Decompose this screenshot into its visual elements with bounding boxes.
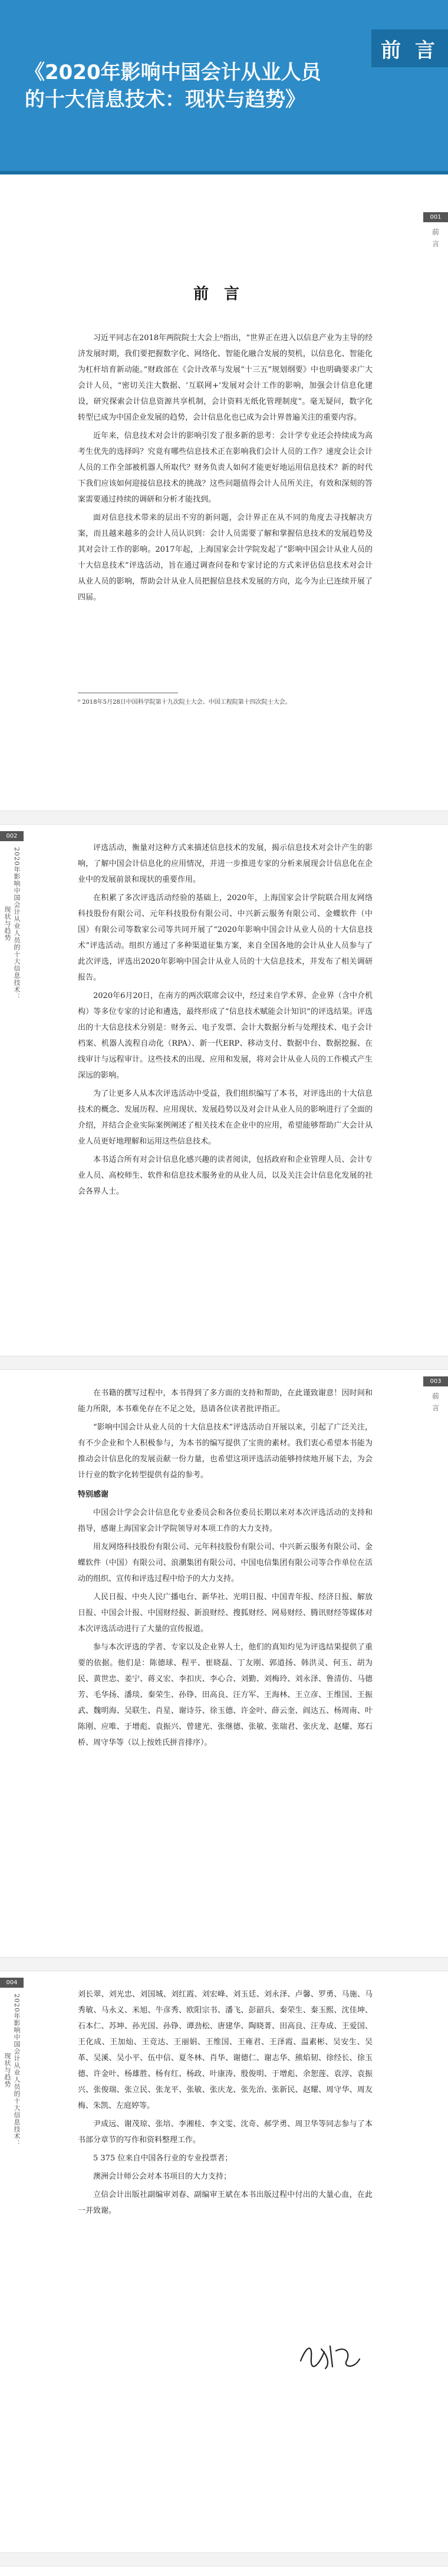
paragraph: 在书籍的撰写过程中，本书得到了多方面的支持和帮助，在此谨致谢意！因时间和能力所限，本书难免存在不足之处，恳请各位读者批评指正。 — [78, 1389, 373, 1414]
preface-body-1 — [78, 330, 373, 608]
page-section-label: 前言 — [431, 228, 440, 252]
page-section-label: 2020年影响中国会计从业人员的十大信息技术：现状与趋势 — [4, 1994, 21, 2147]
page-section-label: 2020年影响中国会计从业人员的十大信息技术：现状与趋势 — [4, 847, 21, 1000]
page-tab-002 — [0, 831, 24, 1000]
page-number: 003 — [423, 1376, 448, 1386]
page-section-label: 前言 — [431, 1392, 440, 1416]
footnote: ⁰ 2018年5月28日中国科学院第十九次院士大会、中国工程院第十四次院士大会。 — [78, 699, 291, 706]
page-tab-001 — [423, 212, 448, 252]
paragraph: 刘长翠、刘光忠、刘国城、刘红霞、刘宏峰、刘玉廷、刘永泽、卢馨、罗勇、马施、马秀敏、马永义、米旭、牛彦秀、欧阳宗书、潘飞、彭韶兵、秦荣生、秦玉熙、沈佳坤、石本仁、苏坤、孙光国、孙铮、谭劲松、唐建华、陶晓菁、田高良、汪寿成、王爱国、王化成、王加灿、王竞达、王丽娟、王维国、王雍君、王泽霞、温素彬、吴安生、吴革、吴溪、吴小平、伍中信、夏冬林、肖华、谢德仁、谢志华、熊焰韧、徐经长、徐玉德、许金叶、杨雄胜、杨有红、杨政、叶康涛、殷俊明、于增彪、余恕莲、袁淳、袁振兴、张俊瑞、张立民、张龙平、张敏、张庆龙、张先治、张新民、赵耀、周守华、周友梅、朱凯、左庭婷等。 — [78, 1990, 373, 2110]
header-rule — [0, 171, 448, 174]
paragraph: 中国会计学会会计信息化专业委员会和各位委员长期以来对本次评选活动的支持和指导，感谢上海国家会计学院领导对本项工作的大力支持。 — [78, 1508, 373, 1533]
page-title: 前言 — [193, 285, 255, 303]
preface-body-2 — [78, 840, 373, 1202]
book-title: 《2020年影响中国会计从业人员的十大信息技术：现状与趋势》 — [25, 61, 321, 111]
page-separator — [0, 1957, 448, 1971]
paragraph: 尹成远、谢茂琼、张培、李湘桂、李文雯、沈奇、郝学勇、周卫华等同志参与了本书部分章节的写作和资料整理工作。 — [78, 2120, 373, 2145]
paragraph: 习近平同志在2018年两院院士大会上⁰指出，“世界正在进入以信息产业为主导的经济发展时期，我们要把握数字化、网络化、智能化融合发展的契机，以信息化、智能化为杠杆培育新动能。”财政部在《会计改革与发展“十三五”规划纲要》中也明确要求广大会计人员，“密切关注大数据、‘互联网+’发展对会计工作的影响，加强会计信息化建设，研究探索会计信息资源共享机制，会计资料无纸化管理制度”。毫无疑问，数字化转型已成为中国企业发展的趋势，会计信息化也已成为会计界普遍关注的重要内容。 — [78, 334, 373, 422]
paragraph: 2020年6月20日，在南方的两次联席会议中，经过来自学术界、企业界（含中介机构）等多位专家的讨论和遴选，最终形成了“信息技术赋能会计知识”的评选结果。评选出的十大信息技术分别是：财务云、电子发票、会计大数据分析与处理技术、电子会计档案、机器人流程自动化（RPA）、新一代ERP、移动支付、数据中台、数据挖掘、在线审计与远程审计。这些技术的出现、应用和发展，将对会计从业人员的工作模式产生深远的影响。 — [78, 991, 373, 1080]
cover-header — [0, 0, 448, 171]
page-tab-004 — [0, 1978, 24, 2147]
paragraph: 为了让更多人从本次评选活动中受益，我们组织编写了本书，对评选出的十大信息技术的概念、发展历程、应用现状、发展趋势以及对会计从业人员的影响进行了全面的介绍，并结合企业实际案例阐述了相关技术在企业中的应用，希望能够帮助广大会计从业人员更好地理解和运用这些信息技术。 — [78, 1089, 373, 1146]
page-number: 001 — [423, 212, 448, 222]
paragraph: 评选活动，衡量对这种方式来描述信息技术的发展，揭示信息技术对会计产生的影响，了解中国会计信息化的应用情况，并进一步推进专家的分析来展现会计信息化在企业中的发展前景和现状的重要作用。 — [78, 844, 373, 884]
paragraph: 在积累了多次评选活动经验的基础上，2020年，上海国家会计学院联合用友网络科技股份有限公司、元年科技股份有限公司、中兴新云服务有限公司、金蝶软件（中国）有限公司等数家公司等共同开展了“2020年影响中国会计从业人员的十大信息技术”评选活动。组织方通过了多种渠道征集方案，来自全国各地的会计从业人员参与了此次评选，评选出2020年影响中国会计从业人员的十大信息技术，并发布了相关调研报告。 — [78, 894, 373, 982]
paragraph: 用友网络科技股份有限公司、元年科技股份有限公司、中兴新云服务有限公司、金蝶软件（中国）有限公司、浪潮集团有限公司、中国电信集团有限公司等合作单位在活动的组织、宣传和评选过程中给予的大力支持。 — [78, 1543, 373, 1583]
paragraph: 人民日报、中央人民广播电台、新华社、光明日报、中国青年报、经济日报、解放日报、中国会计报、中国财经报、新浪财经、搜狐财经、网易财经、腾讯财经等媒体对本次评选活动进行了大量的宣传报道。 — [78, 1593, 373, 1633]
page-number: 004 — [0, 1978, 24, 1988]
paragraph: 近年来，信息技术对会计的影响引发了很多新的思考：会计学专业还会持续成为高考生优先的选择吗？究竟有哪些信息技术正在影响我们会计人员的工作？速度会让会计人员的工作全部被机器人所取代？财务负责人如何才能更好地运用信息技术？新的时代下我们应该如何迎接信息技术的挑战？这些问题值得会计人员所关注，有效和深刻的答案需要通过持续的调研和分析才能找到。 — [78, 431, 373, 504]
page-separator — [0, 1356, 448, 1370]
author-signature — [295, 2334, 365, 2376]
preface-body-3 — [78, 1385, 373, 1753]
paragraph: 5 375 位来自中国各行业的专业投票者； — [93, 2154, 233, 2163]
paragraph: “影响中国会计从业人员的十大信息技术”评选活动自开展以来，引起了广泛关注，有不少企业和个人积极参与，为本书的编写提供了宝贵的素材。我们衷心希望本书能为推动会计信息化的发展贡献一份力量，也希望这项评选活动能够持续地开展下去，为会计行业的数字化转型提供有益的参考。 — [78, 1423, 373, 1480]
preface-body-4 — [78, 1987, 373, 2221]
thanks-heading: 特别感谢 — [78, 1490, 109, 1499]
paragraph: 立信会计出版社副编审刘春、副编审王斌在本书出版过程中付出的大量心血，在此一并致谢。 — [78, 2190, 373, 2215]
paragraph: 面对信息技术带来的层出不穷的新问题，会计界正在从不同的角度去寻找解决方案，而且越来越多的会计人员认识到：会计人员需要了解和掌握信息技术的发展趋势及其对会计工作的影响。2017年起，上海国家会计学院发起了“影响中国会计从业人员的十大信息技术”评选活动，旨在通过调查问卷和专家讨论的方式来评估信息技术对会计从业人员的影响，帮助会计从业人员把握信息技术发展的方向，迄今为止已连续开展了四届。 — [78, 513, 373, 602]
page-separator — [0, 811, 448, 825]
page-tab-003 — [423, 1376, 448, 1416]
paragraph: 参与本次评选的学者、专家以及企业界人士，他们的真知灼见为评选结果提供了重要的依据。他们是：陈德球、程平、崔晓磊、丁友刚、郭道扬、韩洪灵、何玉、胡为民、黄世忠、姜宁、蒋义宏、李扣庆、李心合、刘勤、刘梅玲、刘永泽、鲁清仿、马德芳、毛华扬、潘琰、秦荣生、孙铮、田高良、汪方军、王海林、王立彦、王维国、王振武、魏明海、吴联生、肖星、谢诗芬、徐玉德、许金叶、薛云奎、阎达五、杨周南、叶陈刚、应唯、于增彪、袁振兴、曾建光、张继德、张敏、张瑞君、张庆龙、赵耀、郑石桥、周守华等（以上按姓氏拼音排序）。 — [78, 1643, 373, 1747]
page-separator — [0, 2552, 448, 2567]
paragraph: 澳洲会计师公会对本书项目的大力支持； — [93, 2172, 232, 2181]
paragraph: 本书适合所有对会计信息化感兴趣的读者阅读，包括政府和企业管理人员、会计专业人员、高校师生、软件和信息技术服务业的从业人员，以及关注会计信息化发展的社会各界人士。 — [78, 1155, 373, 1196]
page-number: 002 — [0, 831, 24, 841]
section-badge: 前 言 — [371, 29, 448, 67]
